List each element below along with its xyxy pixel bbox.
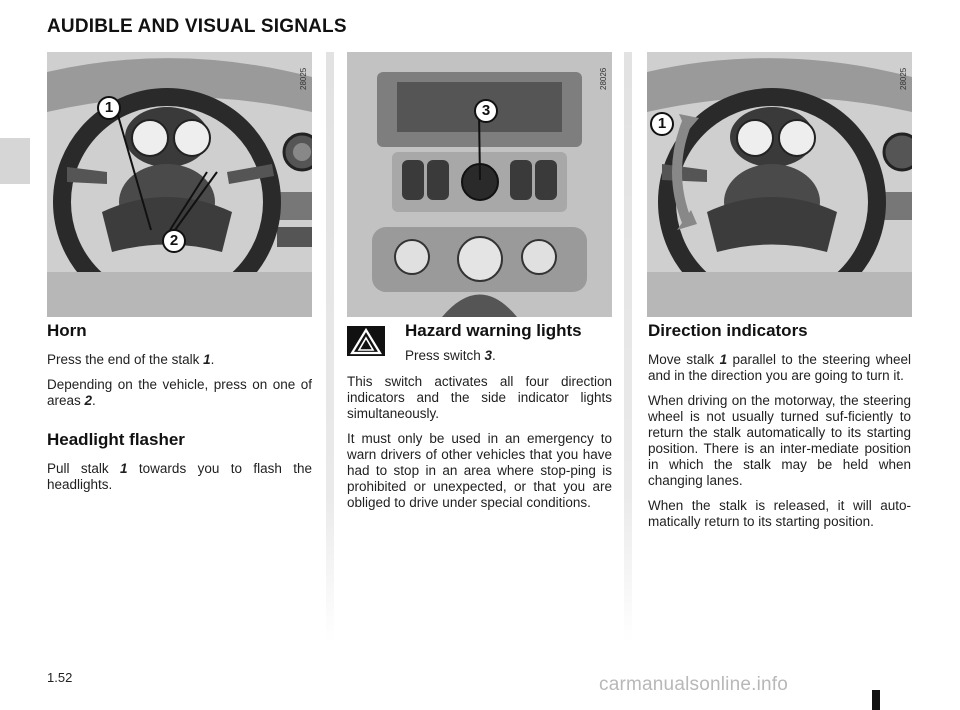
- figure-code: 28025: [299, 67, 308, 90]
- column-divider-left: [326, 52, 334, 642]
- heading-hazard: Hazard warning lights: [405, 321, 582, 340]
- heading-headlight-flasher: Headlight flasher: [47, 430, 185, 449]
- heading-horn: Horn: [47, 321, 87, 340]
- hazard-paragraph-3: It must only be used in an emergency to warn drivers of other vehicles that you have had to stop in an area where stop-ping is prohibited or unexpected, or that you are obliged to drive under special conditions.: [347, 431, 612, 510]
- callout-1: 1: [97, 96, 121, 120]
- ref-1: 1: [120, 461, 128, 476]
- figure-code: 28026: [599, 67, 608, 90]
- column-hazard: [347, 320, 612, 520]
- callout-2: 2: [162, 229, 186, 253]
- figure-hazard: [347, 52, 612, 317]
- flasher-paragraph-1: Pull stalk 1 towards you to flash the headlights.: [47, 461, 312, 492]
- column-direction: [648, 320, 911, 539]
- ref-1: 1: [719, 352, 728, 367]
- hazard-triangle-icon: [347, 326, 385, 356]
- corner-mark: [872, 690, 880, 710]
- steering-wheel-illustration: [47, 52, 312, 317]
- heading-direction: Direction indicators: [648, 321, 808, 340]
- direction-paragraph-3: When the stalk is released, it will auto-matically return to its starting position.: [648, 498, 911, 529]
- figure-indicators: [647, 52, 912, 317]
- column-divider-right: [624, 52, 632, 642]
- console-illustration: [347, 52, 612, 317]
- callout-1-indicator: 1: [650, 112, 674, 136]
- horn-paragraph-2: Depending on the vehicle, press on one of areas 2.: [47, 377, 312, 408]
- section-tab: [0, 138, 30, 184]
- ref-2: 2: [84, 393, 93, 408]
- hazard-paragraph-2: This switch activates all four direction indicators and the side indicator lights simultaneously.: [347, 374, 612, 421]
- hazard-header: [347, 320, 612, 364]
- direction-paragraph-1: Move stalk 1 parallel to the steering wheel and in the direction you are going to turn it.: [648, 352, 911, 383]
- direction-paragraph-2: When driving on the motorway, the steering wheel is not usually turned suf-ficiently to return the stalk automatically to its starting position. There is an inter-mediate position in which the stalk may be held when changing lanes.: [648, 393, 911, 488]
- horn-paragraph-1: Press the end of the stalk 1.: [47, 352, 215, 367]
- ref-3: 3: [484, 348, 493, 363]
- page-number: 1.52: [47, 670, 73, 685]
- ref-1: 1: [203, 352, 211, 367]
- hazard-paragraph-1: Press switch 3.: [405, 348, 496, 363]
- column-horn: [47, 320, 312, 502]
- steering-wheel-indicator-illustration: [647, 52, 912, 317]
- watermark: carmanualsonline.info: [599, 674, 789, 695]
- page-title: AUDIBLE AND VISUAL SIGNALS: [47, 16, 347, 37]
- figure-code: 28025: [899, 67, 908, 90]
- figure-horn: [47, 52, 312, 317]
- callout-3: 3: [474, 99, 498, 123]
